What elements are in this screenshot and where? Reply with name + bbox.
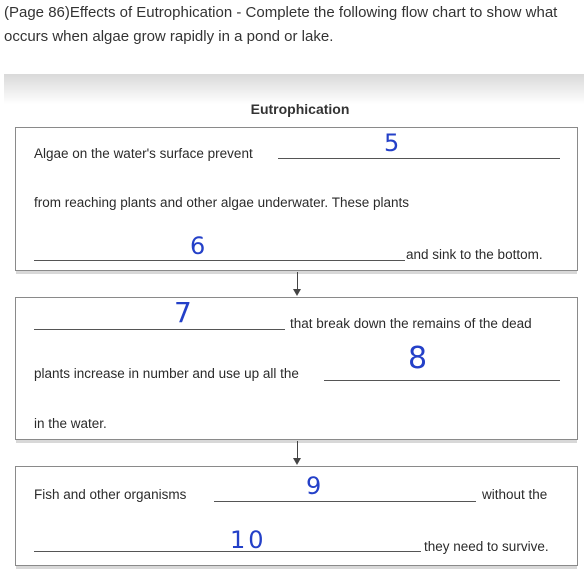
blank-7[interactable] [34,329,285,330]
box2-line3-text: in the water. [34,416,107,431]
blank-8[interactable] [324,380,560,381]
box1-line3-text: and sink to the bottom. [406,247,543,262]
handwritten-answer-9: 9 [306,472,322,500]
box2-line2-text: plants increase in number and use up all the [34,366,299,381]
box2-line1-text: that break down the remains of the dead [290,316,532,331]
handwritten-answer-10: 10 [230,526,267,554]
header-shading [4,74,584,104]
question-text: (Page 86)Effects of Eutrophication - Complete the following flow chart to show what occurs when algae grow rapidly in a pond or lake. [4,4,558,45]
box3-line2-text: they need to survive. [424,539,549,554]
box3-line1-right-text: without the [482,487,548,502]
blank-10[interactable] [34,551,421,552]
handwritten-answer-8: 8 [408,341,428,376]
flowchart-title: Eutrophication [250,101,350,117]
blank-9[interactable] [214,501,476,502]
handwritten-answer-7: 7 [174,296,192,329]
box1-line1-text: Algae on the water's surface prevent [34,146,253,161]
box1-line2-text: from reaching plants and other algae underwater. These plants [34,195,409,210]
handwritten-answer-6: 6 [190,232,206,260]
handwritten-answer-5: 5 [384,129,400,157]
box3-line1-left-text: Fish and other organisms [34,487,187,502]
blank-6[interactable] [34,260,405,261]
blank-5[interactable] [278,158,560,159]
